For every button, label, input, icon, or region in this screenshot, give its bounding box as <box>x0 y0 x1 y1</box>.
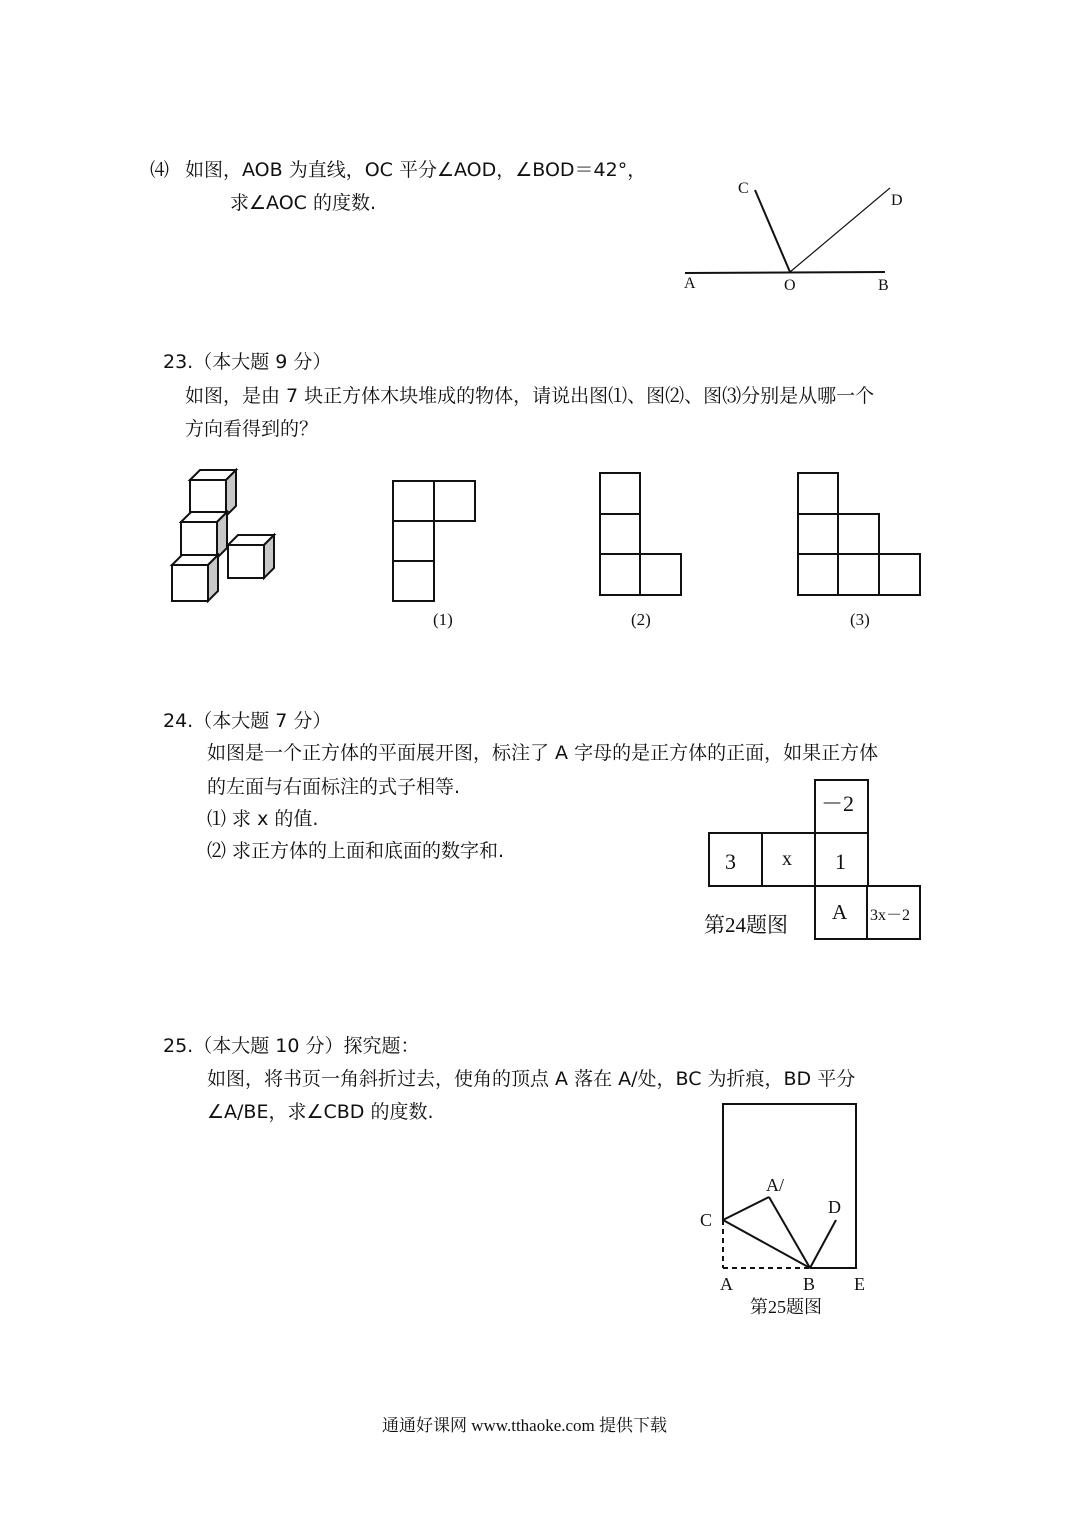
q22-4-line1: 如图，AOB 为直线，OC 平分∠AOD，∠BOD＝42°， <box>185 159 647 181</box>
q23-line1: 如图，是由 7 块正方体木块堆成的物体，请说出图⑴、图⑵、图⑶分别是从哪一个 <box>185 385 875 407</box>
label-a-prime: A/ <box>766 1175 784 1195</box>
net-center: 1 <box>835 849 846 874</box>
net-top: －2 <box>821 791 855 816</box>
q24-caption: 第24题图 <box>704 913 788 937</box>
label-e: E <box>854 1274 865 1294</box>
label-o: O <box>784 277 796 294</box>
page-outline <box>723 1104 856 1268</box>
q24-sub2: ⑵ 求正方体的上面和底面的数字和. <box>207 840 505 862</box>
label-a: A <box>684 275 696 292</box>
q24-sub1: ⑴ 求 x 的值. <box>207 808 319 830</box>
q25-header: 25.（本大题 10 分）探究题： <box>163 1035 420 1057</box>
label-b: B <box>803 1274 816 1294</box>
net-left: 3 <box>725 849 736 874</box>
caption-3: (3) <box>850 610 870 629</box>
label-c: C <box>738 180 749 197</box>
q22-4-line2: 求∠AOC 的度数. <box>230 192 376 214</box>
bisector-bd <box>810 1220 836 1268</box>
folded-ca <box>723 1197 769 1220</box>
q22-4-number: ⑷ <box>150 159 170 181</box>
net-x: x <box>782 848 792 870</box>
label-a: A <box>720 1274 733 1294</box>
label-d: D <box>828 1197 841 1217</box>
q24-line1: 如图是一个正方体的平面展开图，标注了 A 字母的是正方体的正面，如果正方体 <box>207 742 879 764</box>
label-c: C <box>700 1210 713 1230</box>
q25-caption: 第25题图 <box>750 1297 822 1317</box>
q23-line2: 方向看得到的？ <box>185 418 319 440</box>
net-front: A <box>832 900 848 924</box>
caption-1: (1) <box>433 610 453 629</box>
footer-source: 通通好课网 www.tthaoke.com 提供下载 <box>382 1416 668 1435</box>
q24-header: 24.（本大题 7 分） <box>163 710 332 732</box>
q23-header: 23.（本大题 9 分） <box>163 351 332 373</box>
q24-line2: 的左面与右面标注的式子相等. <box>207 776 461 798</box>
label-d: D <box>891 192 903 209</box>
q25-line2: ∠A/BE，求∠CBD 的度数. <box>207 1101 434 1123</box>
caption-2: (2) <box>631 610 651 629</box>
net-right: 3x－2 <box>870 907 911 924</box>
q25-line1: 如图，将书页一角斜折过去，使角的顶点 A 落在 A/处，BC 为折痕，BD 平分 <box>207 1068 856 1090</box>
label-b: B <box>878 277 889 294</box>
